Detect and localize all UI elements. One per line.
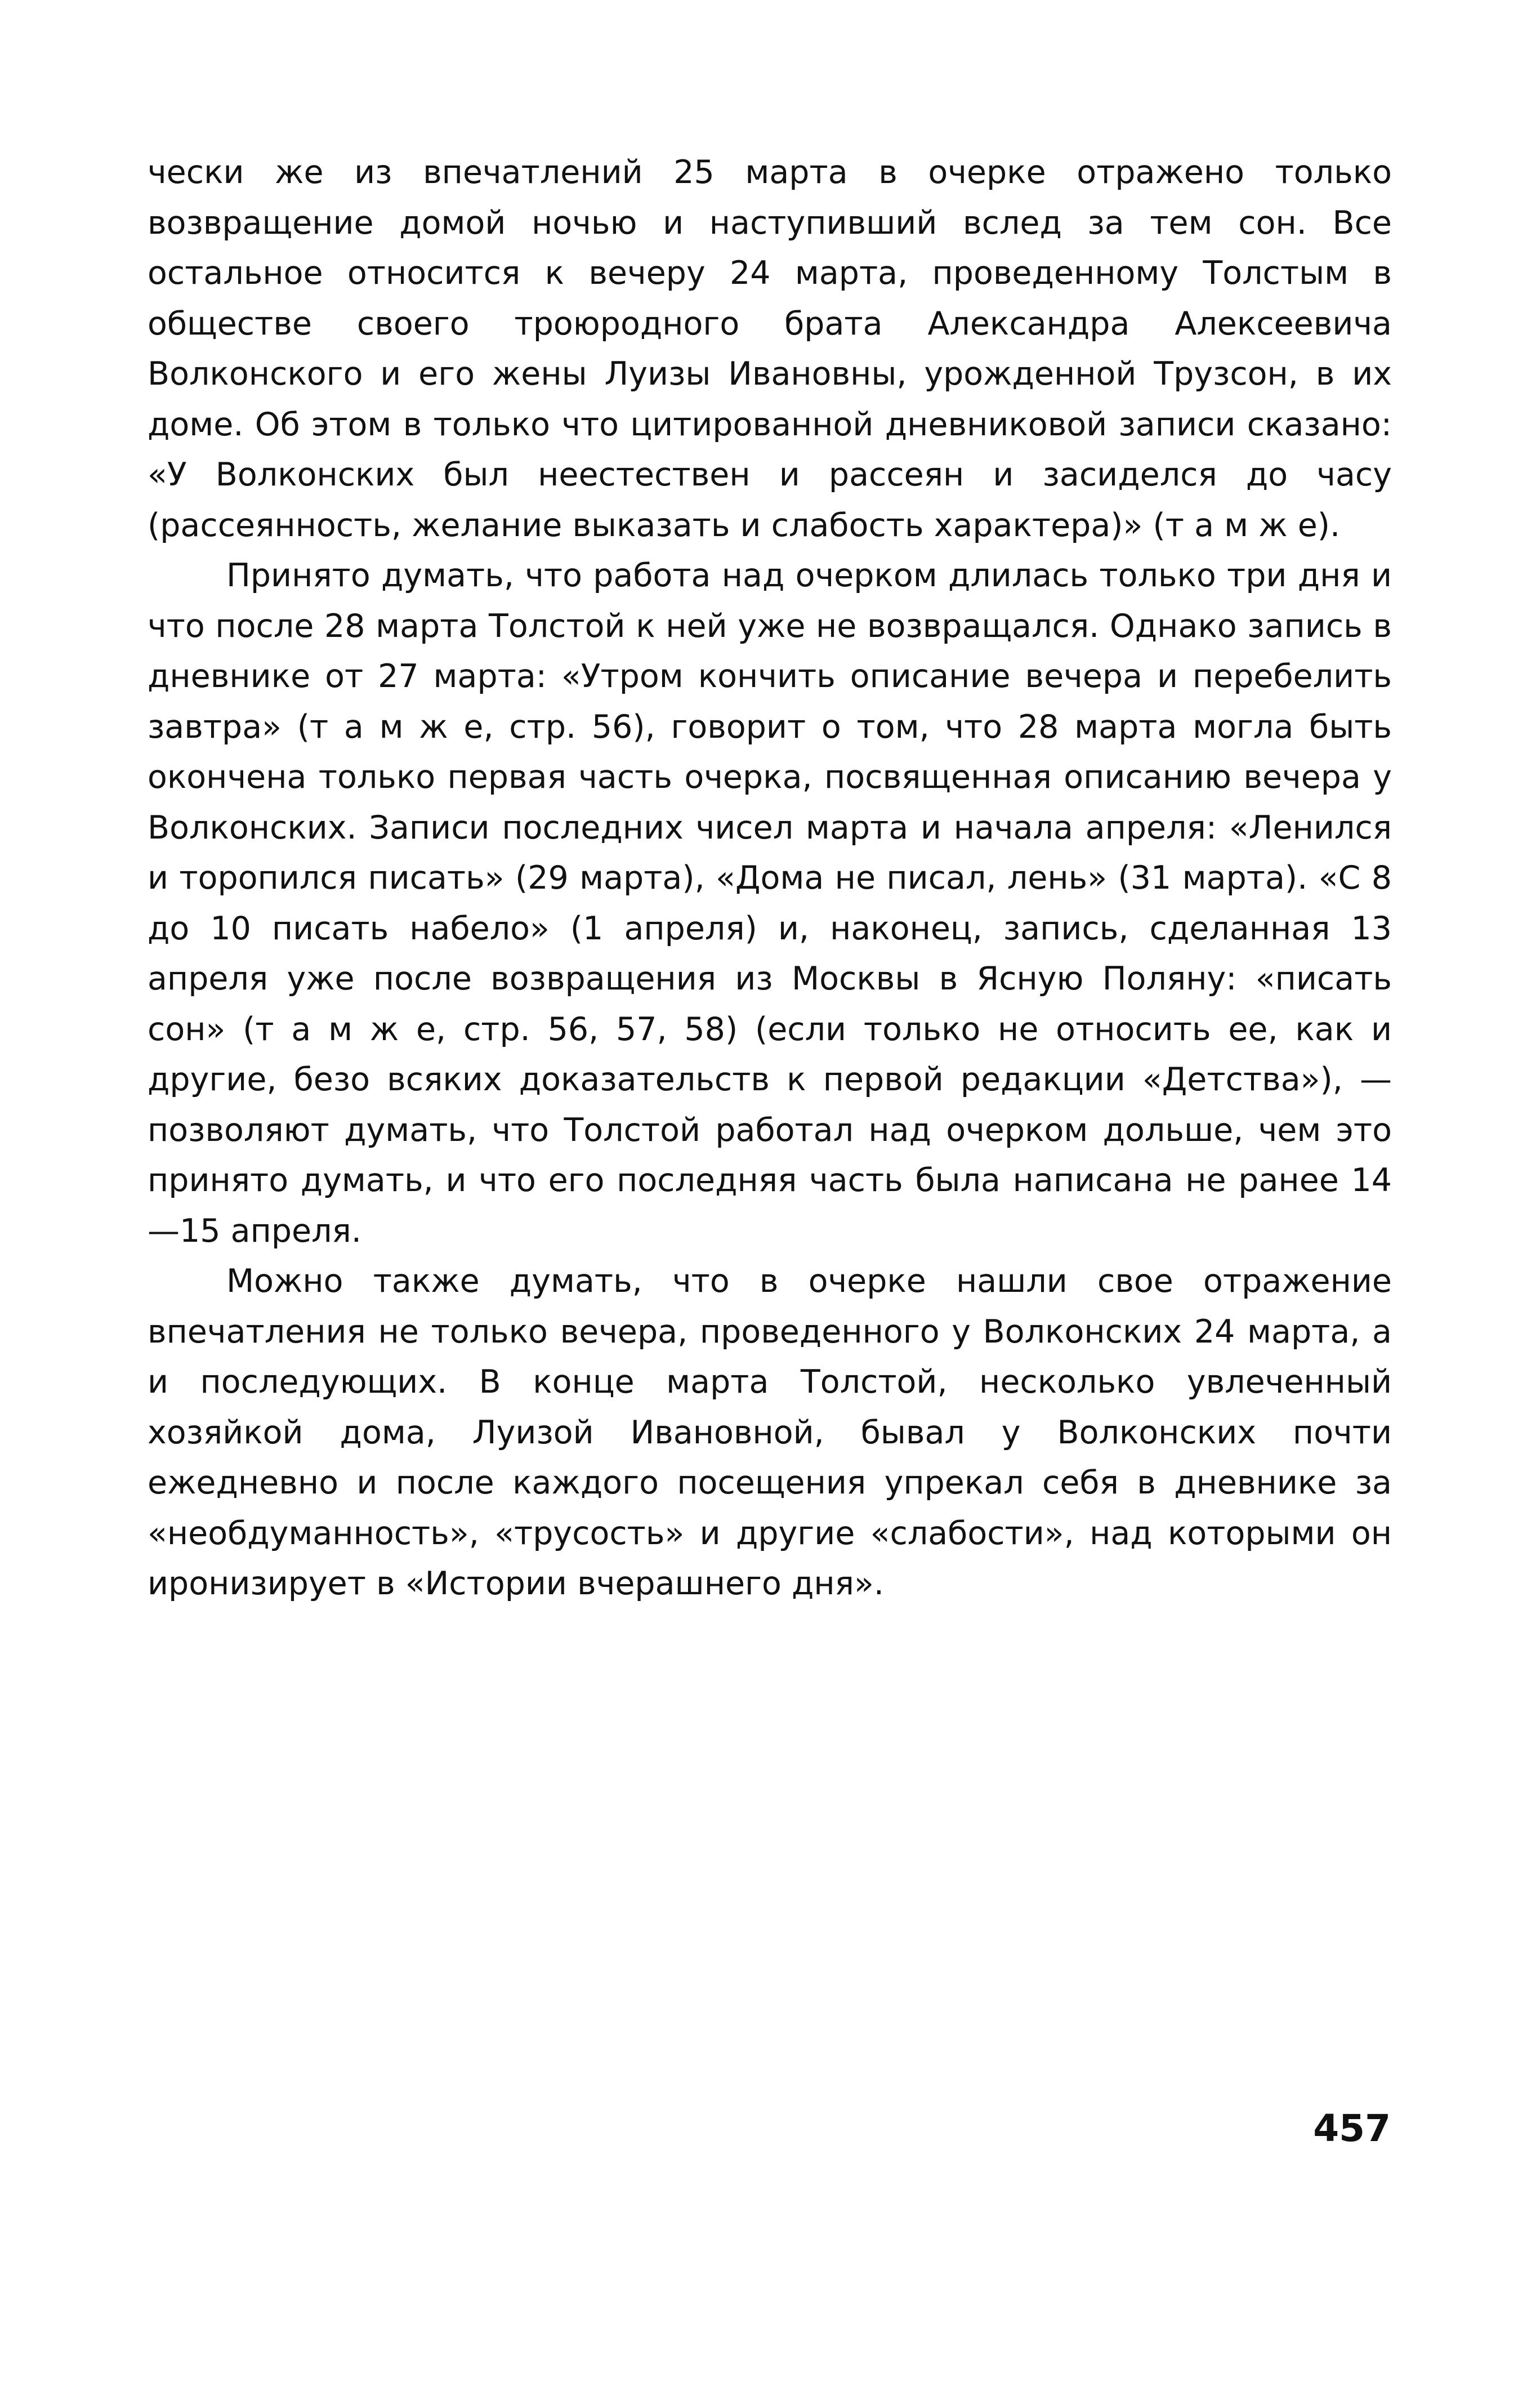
paragraph-2: Принято думать, что работа над очерком длилась только три дня и что после 28 марта Толстой к ней уже не возвращался. Однако запись в дневнике от 27 марта: «Утром кончить описание вечера и перебелить завтра» (т а м ж е, стр. 56), говорит о том, что 28 марта могла быть окончена только первая часть очерка, посвященная описанию вечера у Волконских. Записи последних чисел марта и начала апреля: «Ленился и торопился писать» (29 марта), «Дома не писал, лень» (31 марта). «С 8 до 10 писать набело» (1 апреля) и, наконец, запись, сделанная 13 апреля уже после возвращения из Москвы в Ясную Поляну: «писать сон» (т а м ж е, стр. 56, 57, 58) (если только не относить ее, как и другие, безо всяких доказательств к первой редакции «Детства»), — позволяют думать, что Толстой работал над очерком дольше, чем это принято думать, и что его последняя часть была написана не ранее 14—15 апреля. — [148, 557, 1392, 1250]
paragraph-3: Можно также думать, что в очерке нашли свое отражение впечатления не только вечера, проведенного у Волконских 24 марта, а и последующих. В конце марта Толстой, несколько увлеченный хозяйкой дома, Луизой Ивановной, бывал у Волконских почти ежедневно и после каждого посещения упрекал себя в дневнике за «необдуманность», «трусость» и другие «слабости», над которыми он иронизирует в «Истории вчерашнего дня». — [148, 1263, 1392, 1602]
body-text — [148, 148, 1392, 1609]
paragraph-1: чески же из впечатлений 25 марта в очерке отражено только возвращение домой ночью и наступивший вслед за тем сон. Все остальное относится к вечеру 24 марта, проведенному Толстым в обществе своего троюродного брата Александра Алексеевича Волконского и его жены Луизы Ивановны, урожденной Трузсон, в их доме. Об этом в только что цитированной дневниковой записи сказано: «У Волконских был неестествен и рассеян и засиделся до часу (рассеянность, желание выказать и слабость характера)» (т а м ж е). — [148, 154, 1392, 544]
page-number: 457 — [1313, 2107, 1391, 2150]
